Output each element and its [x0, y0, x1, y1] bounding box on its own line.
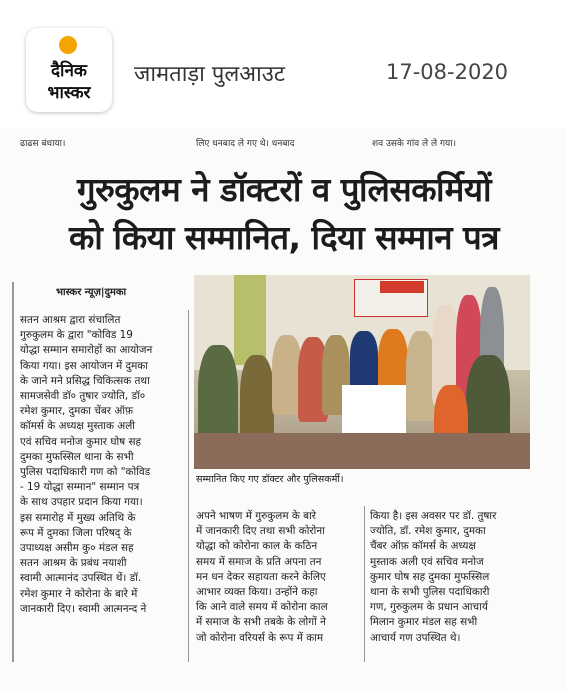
article-text-line: अपने भाषण में गुरुकुलम के बारे — [196, 510, 317, 522]
cut-text-fragment: लिए धनबाद ले गए थे। धनबाद — [196, 139, 295, 149]
article-text-line: के साथ उपहार प्रदान किया गया। — [20, 496, 143, 509]
column-divider — [188, 310, 189, 662]
article-text-line: जो कोरोना वरियर्स के रूप में काम — [196, 631, 324, 644]
article-column-1 — [20, 313, 180, 617]
headline-line2: को किया सम्मानित, दिया सम्मान पत्र — [68, 218, 500, 257]
article-text-line: पुलिस पदाधिकारी गण को "कोविड — [20, 466, 151, 479]
photo-window — [234, 275, 266, 365]
article-text-line: आचार्य गण उपस्थित थे। — [370, 631, 461, 644]
article-text-line: स्वामी आत्मानंद उपस्थित थें। डॉ. — [20, 572, 142, 585]
article-column-2 — [196, 509, 366, 646]
article-column-3 — [370, 509, 530, 646]
epaper-header — [0, 0, 565, 120]
article-text-line: इस समारोह में मुख्य अतिथि के — [20, 511, 136, 524]
article-text-line: ज्योति, डॉ. रमेश कुमार, दुमका — [370, 525, 486, 538]
article-text-line: के जाने मने प्रसिद्ध चिकित्सक तथा — [20, 374, 150, 387]
photo-floor — [194, 433, 530, 469]
article-text-line: सामजसेवी डॉ० तुषार ज्योति, डॉ० — [20, 390, 146, 403]
article-text-line: - 19 योद्धा सम्मान" सम्मान पत्र — [20, 481, 140, 494]
edition-name: जामताड़ा पुलआउट — [134, 62, 285, 87]
article-text-line: उपाध्यक्ष असीम कु० मंडल सह — [20, 542, 134, 555]
logo-text-line1: दैनिक — [51, 61, 87, 81]
article-text-line: दुमका मुफस्सिल थाना के सभी — [20, 450, 134, 463]
article-text-line: गुरुकुलम के द्वारा "कोविड 19 — [20, 329, 133, 342]
cut-text-fragment: शव उसके गांव ले ले गया। — [372, 139, 456, 149]
article-text-line: कुमार घोष सह दुमका मुफस्सिल — [370, 570, 490, 583]
article-text-line: समय में समाज के प्रति अपना तन — [196, 555, 322, 568]
edition-date: 17-08-2020 — [386, 60, 509, 84]
photo-table — [342, 385, 406, 433]
article-text-line: मिलान कुमार मंडल सह सभी — [370, 616, 478, 629]
article-text-line: में जानकारी दिए तथा सभी कोरोना — [196, 525, 325, 538]
article-text-line: मुस्ताक अली एवं सचिव मनोज — [370, 555, 484, 568]
column-divider — [364, 506, 365, 662]
cut-text-fragment: ढाढस बंधाया। — [20, 139, 66, 149]
article-text-line: आभार व्यक्त किया। उन्होंने कहा — [196, 586, 318, 599]
headline-line1: गुरुकुलम ने डॉक्टरों व पुलिसकर्मियों — [76, 170, 492, 209]
article-text-line: थाना के सभी पुलिस पदाधिकारी — [370, 586, 490, 599]
article-text-line: गण, गुरुकुलम के प्रधान आचार्य — [370, 601, 488, 614]
dainik-bhaskar-logo[interactable] — [26, 28, 112, 112]
article-text-line: योद्धा सम्मान समारोहों का आयोजन — [20, 344, 153, 357]
article-text-line: रूप में दुमका जिला परिषद् के — [20, 526, 132, 539]
photo-caption: सम्मानित किए गए डॉक्टर और पुलिसकर्मी। — [196, 474, 344, 485]
article-text-line: सतन आश्रम के प्रबंध नयाशी — [20, 557, 127, 570]
article-text-line: कॉमर्स के अध्यक्ष मुस्ताक अली — [20, 420, 135, 433]
article-text-line: कि आने वाले समय में कोरोना काल — [196, 601, 328, 614]
article-text-line: में समाज के सभी तबके के लोगों ने — [196, 616, 326, 629]
byline: भास्कर न्यूज़|दुमका — [56, 287, 127, 298]
article-text-line: योद्धा को कोरोना काल के कठिन — [196, 540, 318, 553]
article-text-line: चैंबर ऑफ़ कॉमर्स के अध्यक्ष — [370, 540, 476, 553]
logo-text-line2: भास्कर — [47, 83, 91, 103]
sun-icon — [59, 36, 77, 54]
article-text-line: जानकारी दिए। स्वामी आत्मनन्द ने — [20, 602, 147, 615]
article-photo — [194, 275, 530, 469]
article-text-line: किया है। इस अवसर पर डॉ. तुषार — [370, 510, 497, 522]
article-text-line: रमेश कुमार, दुमका चेंबर ऑफ़ — [20, 405, 134, 418]
photo-person — [350, 331, 378, 391]
photo-banner-stripe — [380, 281, 424, 293]
article-text-line: मन धन देकर सहायता करने केलिए — [196, 570, 326, 583]
column-divider — [12, 282, 14, 662]
article-text-line: रमेश कुमार ने कोरोना के बारे में — [20, 587, 138, 600]
article-text-line: किया गया। इस आयोजन में दुमका — [20, 359, 148, 372]
article-text-line: सतन आश्रम द्वारा संचालित — [20, 314, 121, 326]
article-text-line: एवं सचिव मनोज कुमार घोष सह — [20, 435, 142, 448]
